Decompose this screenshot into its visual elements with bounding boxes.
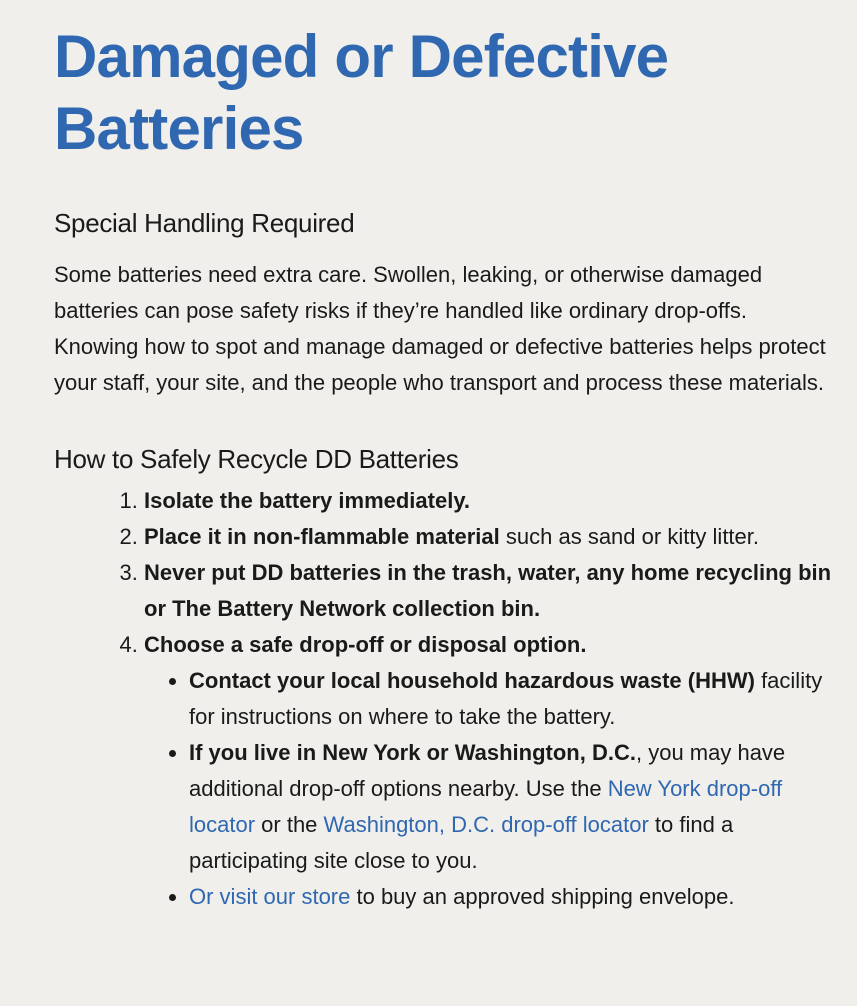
disposal-options-list xyxy=(144,663,833,915)
step-text: such as sand or kitty litter. xyxy=(499,524,760,549)
steps-list xyxy=(54,483,833,915)
how-to-recycle-heading: How to Safely Recycle DD Batteries xyxy=(54,444,459,474)
step-item xyxy=(144,519,833,555)
option-text: or the xyxy=(255,812,324,837)
option-item xyxy=(189,735,833,879)
option-text: to find a participating site close to you. xyxy=(189,812,734,873)
option-item xyxy=(189,663,833,735)
new-york-locator-link[interactable]: New York drop-off locator xyxy=(189,776,783,837)
special-handling-paragraph: Some batteries need extra care. Swollen, leaking, or otherwise damaged batteries can pose safety risks if they’re handled like ordinary drop-offs. Knowing how to spot and manage damaged or defective batteries helps protect your staff, your site, and the people who transport and process these materials. xyxy=(54,262,826,395)
step-bold-text: Choose a safe drop-off or disposal option. xyxy=(144,632,587,657)
option-bold-text: Contact your local household hazardous waste (HHW) xyxy=(189,668,755,693)
option-text: , you may have additional drop-off options nearby. Use the xyxy=(189,740,786,801)
step-item xyxy=(144,483,833,519)
step-item xyxy=(144,555,833,627)
step-bold-text: Never put DD batteries in the trash, water, any home recycling bin or The Battery Network collection bin. xyxy=(144,560,832,621)
washington-dc-locator-link[interactable]: Washington, D.C. drop-off locator xyxy=(323,812,649,837)
visit-store-link[interactable]: Or visit our store xyxy=(189,884,351,909)
option-bold-text: If you live in New York or Washington, D.C. xyxy=(189,740,636,765)
page-title: Damaged or Defective Batteries xyxy=(54,23,669,162)
step-item xyxy=(144,627,833,915)
special-handling-heading: Special Handling Required xyxy=(54,208,355,238)
option-text: facility for instructions on where to take the battery. xyxy=(189,668,823,729)
step-bold-text: Isolate the battery immediately. xyxy=(144,488,471,513)
step-bold-text: Place it in non-flammable material xyxy=(144,524,500,549)
option-item xyxy=(189,879,833,915)
option-text: to buy an approved shipping envelope. xyxy=(350,884,735,909)
